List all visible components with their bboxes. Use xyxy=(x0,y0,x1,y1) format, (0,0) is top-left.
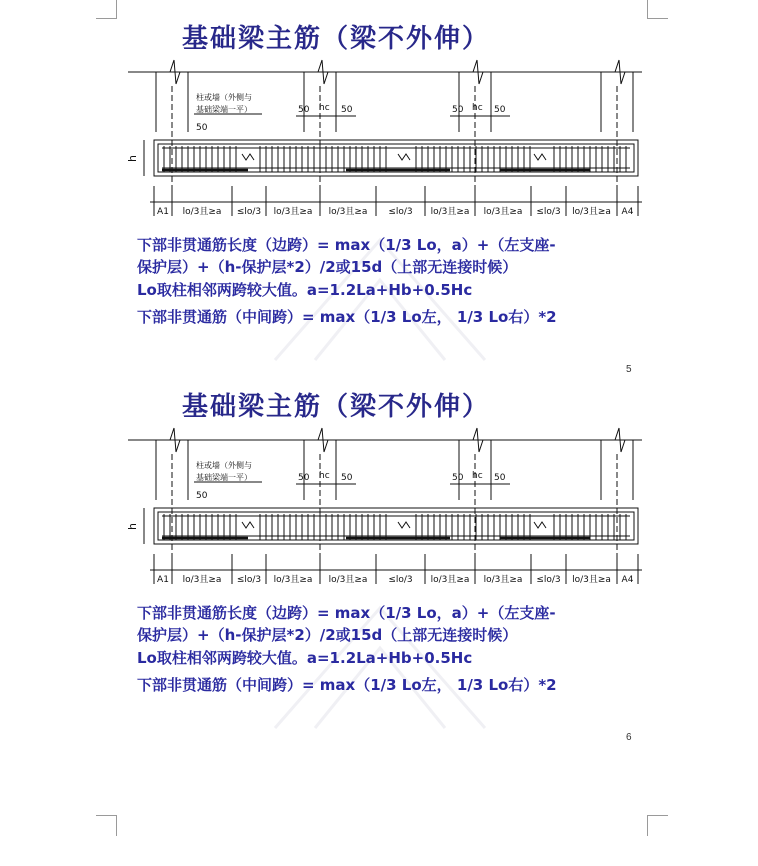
formula-line-4: 下部非贯通筋（中间跨）= max（1/3 Lo左， 1/3 Lo右）*2 xyxy=(137,308,557,326)
formula-line-3: Lo取柱相邻两跨较大值。a=1.2La+Hb+0.5Hc xyxy=(137,281,473,299)
formula-line-2: 保护层）+（h-保护层*2）/2或15d（上部无连接时候） xyxy=(137,258,518,276)
splice-mark xyxy=(398,154,410,160)
formula-line-4: 下部非贯通筋（中间跨）= max（1/3 Lo左， 1/3 Lo右）*2 xyxy=(137,676,557,694)
formula-line-1: 下部非贯通筋长度（边跨）= max（1/3 Lo，a）+（左支座- xyxy=(137,236,556,254)
splice-mark xyxy=(398,522,410,528)
slide-page-5 xyxy=(0,0,758,375)
dim-50-c: 50 xyxy=(452,105,464,115)
span-dim-label: lo/3且≥a xyxy=(273,207,313,217)
span-dim-label: lo/3且≥a xyxy=(572,207,611,217)
dim-50-a: 50 xyxy=(298,105,310,115)
column-note-line-1: 柱或墙（外侧与 xyxy=(196,93,252,102)
diagram-linework xyxy=(128,428,642,584)
dim-hc-b: hc xyxy=(472,471,483,481)
span-dim-label: lo/3且≥a xyxy=(182,575,222,585)
dim-50-b: 50 xyxy=(341,473,353,483)
page-number: 6 xyxy=(626,732,632,743)
formula-line-1: 下部非贯通筋长度（边跨）= max（1/3 Lo，a）+（左支座- xyxy=(137,604,556,622)
beam-rebar-diagram xyxy=(120,56,650,226)
dim-50-c: 50 xyxy=(452,473,464,483)
column-note-line-2: 基础梁端一平） xyxy=(196,105,252,114)
beam-rebar-diagram xyxy=(120,424,650,594)
splice-mark xyxy=(242,154,254,160)
splice-mark xyxy=(242,522,254,528)
dim-hc-b: hc xyxy=(472,103,483,113)
height-label: h xyxy=(126,155,139,162)
slide-title: 基础梁主筋（梁不外伸） xyxy=(182,24,491,54)
slide-page-6 xyxy=(0,368,758,743)
span-dim-label: ≤lo/3 xyxy=(536,575,561,585)
formula-line-2: 保护层）+（h-保护层*2）/2或15d（上部无连接时候） xyxy=(137,626,518,644)
span-dim-label: lo/3且≥a xyxy=(430,207,470,217)
dim-50-b: 50 xyxy=(341,105,353,115)
dim-50-a: 50 xyxy=(298,473,310,483)
dim-hc-a: hc xyxy=(319,471,330,481)
dim-50-d: 50 xyxy=(494,473,506,483)
cover-50-label: 50 xyxy=(196,491,208,501)
span-dim-label: lo/3且≥a xyxy=(273,575,313,585)
cover-50-label: 50 xyxy=(196,123,208,133)
span-dim-label: lo/3且≥a xyxy=(328,575,368,585)
span-dim-label: A1 xyxy=(157,207,169,217)
span-dim-label: ≤lo/3 xyxy=(388,575,413,585)
dim-hc-a: hc xyxy=(319,103,330,113)
height-label: h xyxy=(126,523,139,530)
span-dim-label: lo/3且≥a xyxy=(483,575,523,585)
span-dim-label: lo/3且≥a xyxy=(572,575,611,585)
span-dim-label: A4 xyxy=(621,207,634,217)
span-dim-label: ≤lo/3 xyxy=(536,207,561,217)
span-dim-label: A4 xyxy=(621,575,634,585)
diagram-linework xyxy=(128,60,642,216)
slide-title: 基础梁主筋（梁不外伸） xyxy=(182,392,491,422)
span-dim-label: lo/3且≥a xyxy=(483,207,523,217)
crop-mark-bottom-right xyxy=(647,815,668,836)
dim-50-d: 50 xyxy=(494,105,506,115)
splice-mark xyxy=(534,522,546,528)
formula-line-3: Lo取柱相邻两跨较大值。a=1.2La+Hb+0.5Hc xyxy=(137,649,473,667)
splice-mark xyxy=(534,154,546,160)
span-dim-label: lo/3且≥a xyxy=(328,207,368,217)
page-number: 5 xyxy=(626,364,632,375)
crop-mark-bottom-left xyxy=(96,815,117,836)
span-dim-label: A1 xyxy=(157,575,169,585)
span-dim-label: ≤lo/3 xyxy=(388,207,413,217)
span-dim-label: lo/3且≥a xyxy=(430,575,470,585)
span-dim-label: ≤lo/3 xyxy=(236,575,262,585)
span-dim-label: lo/3且≥a xyxy=(182,207,222,217)
column-note-line-2: 基础梁端一平） xyxy=(196,473,252,482)
column-note-line-1: 柱或墙（外侧与 xyxy=(196,461,252,470)
span-dim-label: ≤lo/3 xyxy=(236,207,262,217)
